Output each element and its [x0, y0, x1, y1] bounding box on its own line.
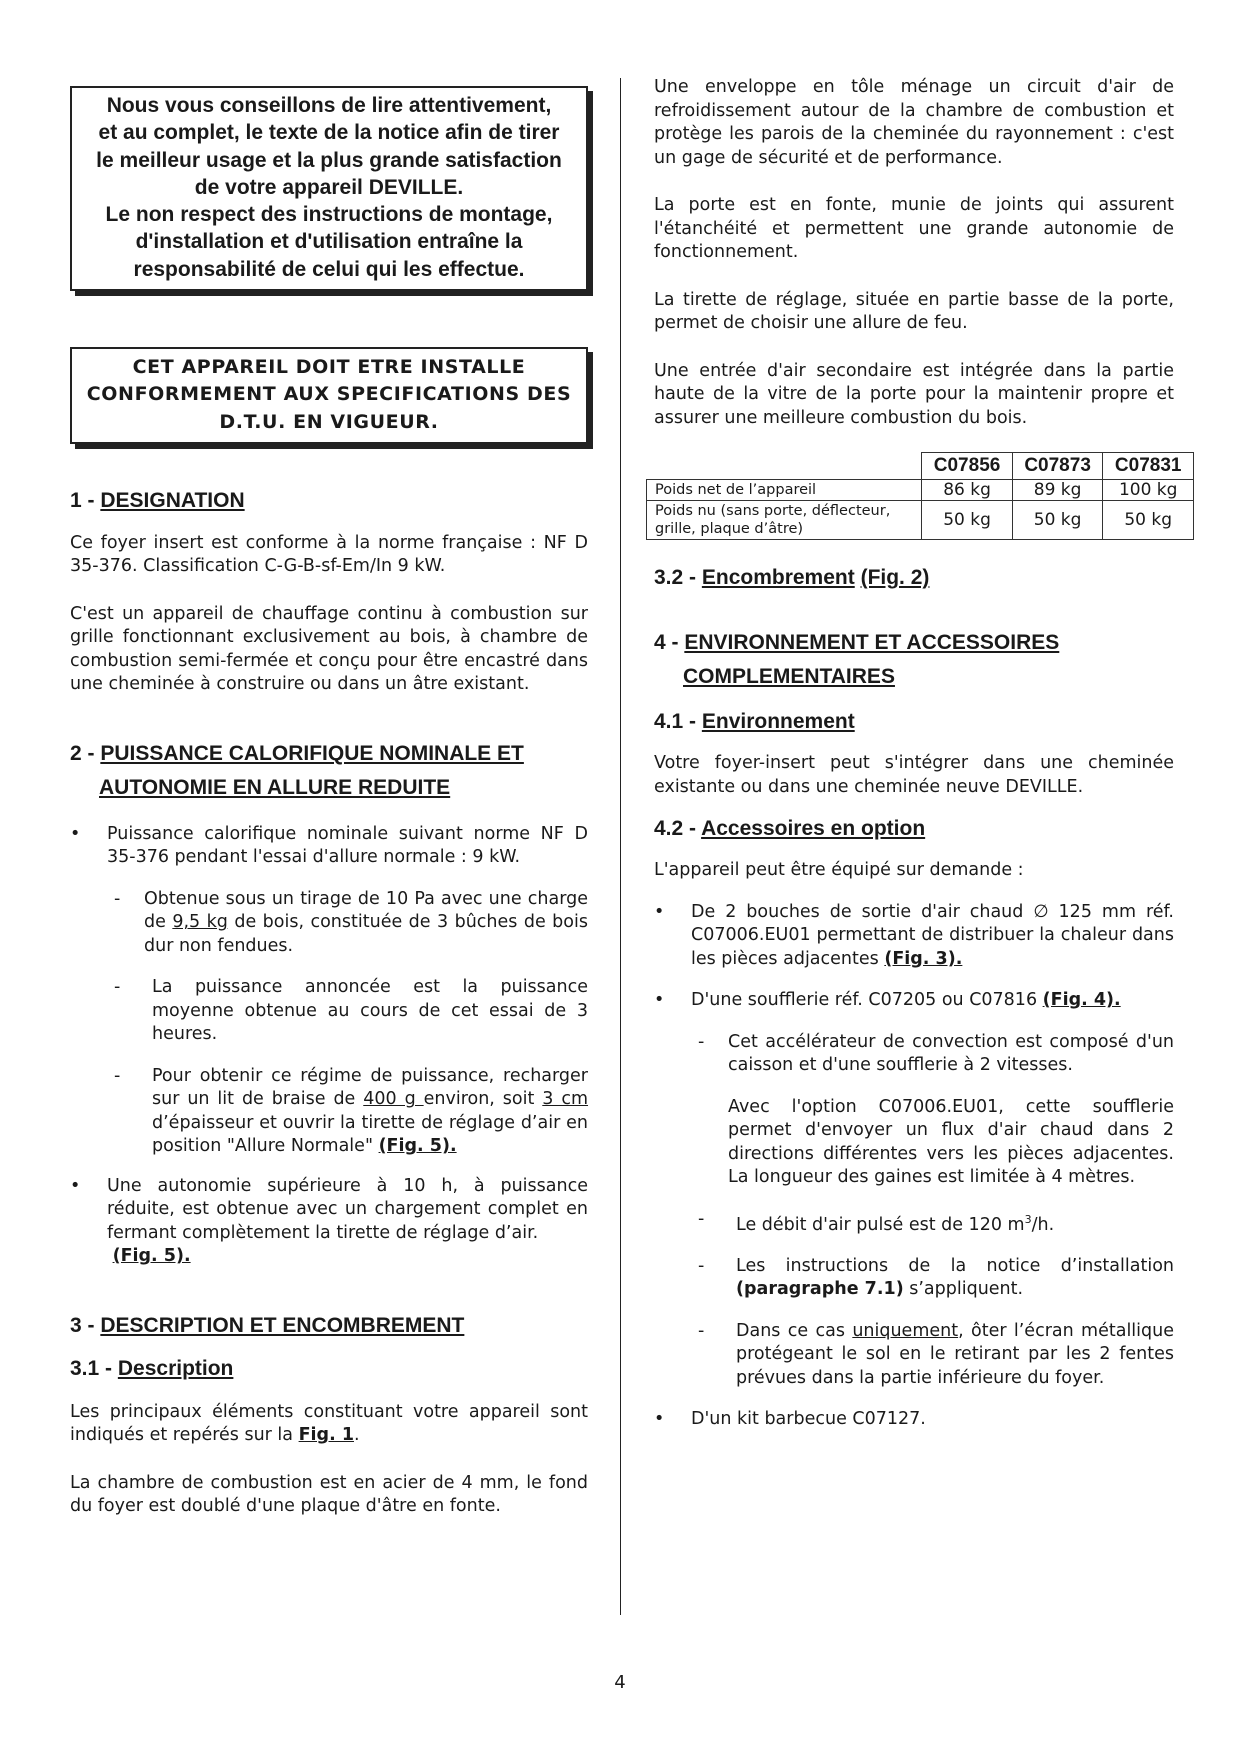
section-3-1-paragraph-2: La chambre de combustion est en acier de 4 mm, le fond du foyer est doublé d'une plaque d'âtre en fonte.: [70, 1472, 588, 1517]
paragraph-text: Les principaux éléments constituant votre appareil sont indiqués et repérés sur la: [70, 1401, 588, 1446]
table-row: [647, 480, 1194, 501]
section-1-paragraph-1: Ce foyer insert est conforme à la norme française : NF D 35-376. Classification C-G-B-sf-Em/In 9 kW.: [70, 532, 588, 577]
dash-marker: -: [698, 1208, 705, 1229]
section-4-2-dash-3: [654, 1255, 1174, 1302]
section-2-dash-2: [70, 976, 588, 1047]
right-column: [654, 76, 1182, 1432]
dash-4-text-b: , ôter l’écran métallique protégeant le sol en le retirant par les 2 fentes prévues dans la partie inférieure du foyer.: [736, 1320, 1175, 1388]
section-4-2-bullet-2: [654, 989, 1174, 1013]
dash-2-text-b: /h.: [1031, 1214, 1055, 1235]
install-notice-box: [70, 347, 588, 444]
bullet-marker: •: [70, 1175, 81, 1196]
dash-1-charge: 9,5 kg: [172, 912, 228, 933]
weights-table-corner: [647, 453, 922, 480]
dash-3-text-a: Les instructions de la notice d’installation: [736, 1255, 1174, 1276]
weights-table-cell: 89 kg: [1012, 480, 1103, 501]
section-3-2-heading: [654, 564, 1174, 592]
dash-2-text-a: Le débit d'air pulsé est de 120 m: [736, 1214, 1025, 1235]
weights-table-cell: 100 kg: [1103, 480, 1194, 501]
section-3-1-paragraph-1: [70, 1401, 588, 1448]
fig-1-reference: Fig. 1: [298, 1425, 354, 1446]
section-3-2-number: 3.2 -: [654, 566, 702, 589]
dash-1-text-a: Obtenue sous un tirage de 10 Pa avec une charge de: [144, 888, 588, 933]
dash-marker: -: [114, 888, 121, 909]
warning-line: Nous vous conseillons de lire attentivement,: [106, 94, 552, 117]
fig-5-reference: (Fig. 5).: [378, 1136, 457, 1157]
dash-4-text-a: Dans ce cas: [736, 1320, 853, 1341]
weights-table-cell: 50 kg: [1012, 501, 1103, 540]
cubic-superscript: 3: [1024, 1212, 1032, 1226]
bullet-marker: •: [654, 1409, 665, 1430]
dash-3-text-c: s’appliquent.: [903, 1279, 1024, 1300]
dash-marker: -: [698, 1255, 705, 1276]
table-row: [647, 501, 1194, 540]
section-4-1-number: 4.1 -: [654, 710, 702, 733]
warning-box: [70, 86, 588, 291]
weights-table-row-label: Poids net de l’appareil: [647, 480, 922, 501]
section-3-2-title: Encombrement: [701, 566, 855, 589]
section-4-2-dash-4: [654, 1320, 1174, 1391]
paragraph-end: .: [354, 1425, 360, 1446]
weights-table-header: C07856: [922, 453, 1013, 480]
weights-table-cell: 86 kg: [922, 480, 1013, 501]
warning-line: responsabilité de celui qui les effectue.: [133, 257, 525, 281]
section-2-number: 2 -: [70, 741, 101, 765]
fig-5-reference: (Fig. 5).: [112, 1246, 191, 1267]
dash-marker: -: [114, 977, 121, 998]
section-4-2-bullet-3: [654, 1408, 1174, 1432]
section-3-1-heading: [70, 1355, 588, 1383]
section-4-1-title: Environnement: [701, 710, 855, 733]
bullet-1-text: Puissance calorifique nominale suivant norme NF D 35-376 pendant l'essai d'allure normale : 9 kW.: [107, 823, 588, 868]
section-4-2-dash-1-continued: Avec l'option C07006.EU01, cette soufflerie permet d'envoyer un flux d'air chaud dans 2 directions différentes vers les pièces adjacentes. La longueur des gaines est limitée à 4 mètres.: [728, 1096, 1174, 1187]
dash-marker: -: [698, 1320, 705, 1341]
section-4-title-line-1: ENVIRONNEMENT ET ACCESSOIRES: [684, 631, 1060, 654]
warning-line: d'installation et d'utilisation entraîne la: [135, 230, 523, 254]
section-3-number: 3 -: [70, 1313, 101, 1337]
section-3-1-paragraph-3: Une enveloppe en tôle ménage un circuit d'air de refroidissement autour de la chambre de combustion et protège les parois de la cheminée du rayonnement : c'est un gage de sécurité et de performance.: [654, 77, 1174, 168]
weights-table: [646, 452, 1194, 540]
section-4-1-heading: [654, 708, 1174, 736]
weights-table-header-row: [647, 453, 1194, 480]
section-3-1-paragraph-5: La tirette de réglage, située en partie basse de la porte, permet de choisir une allure de feu.: [654, 289, 1174, 333]
section-4-title-line-2: COMPLEMENTAIRES: [683, 665, 895, 688]
weights-table-header: C07873: [1012, 453, 1103, 480]
fig-3-reference: (Fig. 3).: [884, 948, 963, 969]
column-divider: [620, 78, 621, 1615]
section-2-dash-3: [70, 1065, 588, 1159]
section-4-2-title: Accessoires en option: [701, 817, 926, 840]
bullet-2-text: Une autonomie supérieure à 10 h, à puissance réduite, est obtenue avec un chargement complet en fermant complètement la tirette de réglage d’air.: [107, 1175, 588, 1243]
section-4-2-heading: [654, 815, 1174, 843]
section-2-title-line-1: PUISSANCE CALORIFIQUE NOMINALE ET: [100, 741, 524, 765]
section-2-heading: [70, 737, 588, 805]
bullet-3-text: D'un kit barbecue C07127.: [691, 1409, 926, 1430]
bullet-marker: •: [654, 901, 665, 922]
section-2-bullet-1: [70, 823, 588, 870]
dash-3-text-c: d’épaisseur et ouvrir la tirette de réglage d’air en position "Allure Normale": [152, 1112, 588, 1157]
warning-line: le meilleur usage et la plus grande satisfaction: [96, 148, 562, 172]
left-column: [70, 72, 588, 1519]
dash-2-text: La puissance annoncée est la puissance moyenne obtenue au cours de cet essai de 3 heures.: [152, 977, 588, 1045]
dash-marker: -: [114, 1065, 121, 1086]
section-1-number: 1 -: [70, 488, 101, 512]
section-1-heading: [70, 484, 588, 518]
install-notice-line: CONFORMEMENT AUX SPECIFICATIONS DES: [86, 383, 572, 406]
section-4-2-number: 4.2 -: [654, 817, 702, 840]
dash-1-text-b: de bois, constituée de 3 bûches de bois dur non fendues.: [144, 912, 588, 956]
section-4-2-dash-1: [654, 1031, 1174, 1078]
section-1-paragraph-2: C'est un appareil de chauffage continu à combustion sur grille fonctionnant exclusivement au bois, à chambre de combustion semi-fermée et conçu pour être encastré dans une cheminée à construire ou dans un âtre existant.: [70, 603, 588, 695]
section-4-2-dash-2: [654, 1208, 1174, 1237]
weights-table-cell: 50 kg: [1103, 501, 1194, 540]
install-notice-line: CET APPAREIL DOIT ETRE INSTALLE: [132, 356, 526, 379]
dash-4-uniquement: uniquement: [852, 1320, 959, 1341]
section-4-2-bullet-1: [654, 901, 1174, 972]
dash-3-epaisseur: 3 cm: [542, 1089, 589, 1110]
section-4-2-paragraph: L'appareil peut être équipé sur demande :: [654, 860, 1024, 880]
bullet-2-text: D'une soufflerie réf. C07205 ou C07816: [691, 990, 1043, 1010]
bullet-marker: •: [70, 823, 81, 844]
section-3-1-number: 3.1 -: [70, 1356, 118, 1380]
section-4-1-paragraph: Votre foyer-insert peut s'intégrer dans une cheminée existante ou dans une cheminée neuve DEVILLE.: [654, 753, 1174, 797]
section-2-bullet-2: [70, 1175, 588, 1269]
section-4-heading: [654, 626, 1174, 694]
dash-3-text-a: Pour obtenir ce régime de puissance, recharger sur un lit de braise de: [152, 1065, 588, 1110]
page-number: 4: [614, 1672, 626, 1693]
warning-line: de votre appareil DEVILLE.: [194, 175, 464, 199]
bullet-1-text: De 2 bouches de sortie d'air chaud ∅ 125 mm réf. C07006.EU01 permettant de distribuer la chaleur dans les pièces adjacentes: [691, 901, 1174, 969]
dash-marker: -: [698, 1031, 705, 1052]
weights-table-row-label: Poids nu (sans porte, déflecteur, grille, plaque d’âtre): [647, 501, 922, 540]
section-3-1-title: Description: [117, 1356, 234, 1380]
section-3-1-paragraph-4: La porte est en fonte, munie de joints qui assurent l'étanchéité et permettent une grande autonomie de fonctionnement.: [654, 195, 1174, 262]
section-2-dash-1: [70, 888, 588, 959]
dash-3-braise: 400 g: [363, 1089, 424, 1110]
bullet-marker: •: [654, 990, 665, 1010]
weights-table-header: C07831: [1103, 453, 1194, 480]
section-3-heading: [70, 1309, 588, 1343]
fig-2-reference: (Fig. 2): [860, 566, 930, 589]
section-1-title: DESIGNATION: [100, 488, 245, 512]
dash-3-text-b: environ, soit: [423, 1089, 543, 1110]
fig-4-reference: (Fig. 4).: [1042, 990, 1121, 1010]
section-3-title: DESCRIPTION ET ENCOMBREMENT: [100, 1313, 465, 1337]
paragraph-7-1-reference: (paragraphe 7.1): [736, 1279, 904, 1300]
dash-1-text: Cet accélérateur de convection est composé d'un caisson et d'une soufflerie à 2 vitesses.: [728, 1031, 1174, 1075]
section-3-1-paragraph-6: Une entrée d'air secondaire est intégrée dans la partie haute de la vitre de la porte pour la maintenir propre et assurer une meilleure combustion du bois.: [654, 360, 1174, 428]
section-4-number: 4 -: [654, 631, 685, 654]
warning-line: et au complet, le texte de la notice afin de tirer: [98, 121, 560, 145]
weights-table-cell: 50 kg: [922, 501, 1013, 540]
warning-line: Le non respect des instructions de montage,: [105, 203, 553, 227]
install-notice-line: D.T.U. EN VIGUEUR.: [219, 410, 439, 433]
section-2-title-line-2: AUTONOMIE EN ALLURE REDUITE: [99, 775, 451, 799]
